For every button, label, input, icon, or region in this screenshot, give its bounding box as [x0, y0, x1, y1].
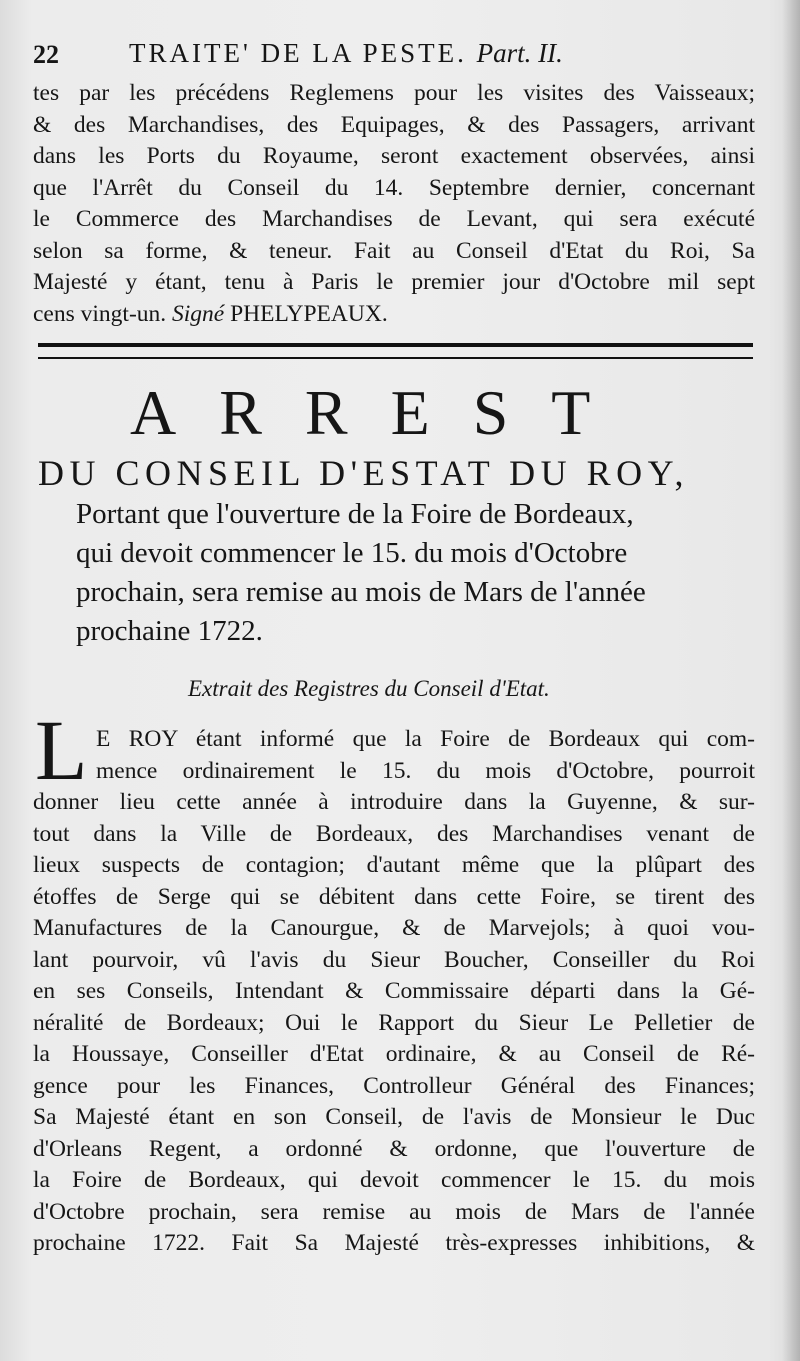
- text-line: mence ordinairement le 15. du mois d'Octobre, pourroit: [96, 757, 755, 784]
- signer-name: PHELYPEAUX.: [230, 300, 388, 327]
- text-line: gence pour les Finances, Controlleur Général des Finances;: [33, 1072, 755, 1099]
- summary-line: qui devoit commencer le 15. du mois d'Octobre: [76, 537, 628, 569]
- first-word: E ROY: [96, 726, 178, 752]
- text-line: d'Octobre prochain, sera remise au mois de Mars de l'année: [33, 1198, 755, 1225]
- text-fragment: étant informé que la Foire de Bordeaux qui com-: [195, 726, 755, 752]
- top-paragraph: [33, 78, 755, 330]
- text-line: lant pourvoir, vû l'avis du Sieur Boucher, Conseiller du Roi: [33, 946, 755, 973]
- text-line: la Foire de Bordeaux, qui devoit commencer le 15. du mois: [33, 1167, 755, 1193]
- drop-cap: L: [35, 702, 88, 798]
- text-line: & des Marchandises, des Equipages, & des Passagers, arrivant: [33, 111, 755, 138]
- extrait-heading: Extrait des Registres du Conseil d'Etat.: [188, 676, 550, 701]
- text-line: étoffes de Serge qui se débitent dans cette Foire, se tirent des: [33, 883, 755, 910]
- text-line: selon sa forme, & teneur. Fait au Conseil d'Etat du Roi, Sa: [33, 237, 755, 264]
- conseil-subtitle: DU CONSEIL D'ESTAT DU ROY,: [38, 453, 689, 493]
- text-line: dans les Ports du Royaume, seront exactement observées, ainsi: [33, 143, 755, 169]
- text-line: Majesté y étant, tenu à Paris le premier jour d'Octobre mil sept: [33, 269, 755, 295]
- text-line: tes par les précédens Reglemens pour les visites des Vaisseaux;: [33, 80, 755, 106]
- text-line: que l'Arrêt du Conseil du 14. Septembre dernier, concernant: [33, 174, 755, 201]
- text-fragment: cens vingt-un.: [33, 300, 167, 327]
- text-line: lieux suspects de contagion; d'autant même que la plûpart des: [33, 852, 755, 878]
- signed-label: Signé: [172, 300, 225, 327]
- page-number: 22: [33, 40, 59, 69]
- page-header: [33, 38, 753, 78]
- running-title: [129, 38, 563, 69]
- text-line: le Commerce des Marchandises de Levant, qui sera exécuté: [33, 206, 755, 232]
- arrest-title: ARREST: [130, 377, 634, 448]
- summary-line: prochaine 1722.: [76, 615, 263, 647]
- text-line: donner lieu cette année à introduire dans la Guyenne, & sur-: [33, 789, 755, 815]
- summary-line: prochain, sera remise au mois de Mars de l'année: [76, 576, 646, 608]
- text-line: néralité de Bordeaux; Oui le Rapport du Sieur Le Pelletier de: [33, 1009, 755, 1036]
- text-line: la Houssaye, Conseiller d'Etat ordinaire, & au Conseil de Ré-: [33, 1041, 755, 1067]
- text-line: d'Orleans Regent, a ordonné & ordonne, que l'ouverture de: [33, 1135, 755, 1162]
- text-line: en ses Conseils, Intendant & Commissaire départi dans la Gé-: [33, 978, 755, 1004]
- running-title-text: TRAITE' DE LA PESTE.: [129, 38, 467, 68]
- text-line: prochaine 1722. Fait Sa Majesté très-expresses inhibitions, &: [33, 1230, 755, 1256]
- summary-line: Portant que l'ouverture de la Foire de Bordeaux,: [76, 498, 634, 530]
- running-title-part: Part. II.: [476, 38, 563, 68]
- text-line: tout dans la Ville de Bordeaux, des Marchandises venant de: [33, 820, 755, 847]
- double-rule-divider: [38, 343, 753, 359]
- page-edge-shadow: [782, 0, 800, 1361]
- text-line: Manufactures de la Canourgue, & de Marvejols; à quoi vou-: [33, 915, 755, 941]
- signature-line: [33, 299, 755, 331]
- text-line: Sa Majesté étant en son Conseil, de l'avis de Monsieur le Duc: [33, 1104, 755, 1130]
- body-paragraph: [33, 724, 755, 1260]
- portant-summary: [76, 495, 756, 651]
- first-line: [33, 724, 755, 756]
